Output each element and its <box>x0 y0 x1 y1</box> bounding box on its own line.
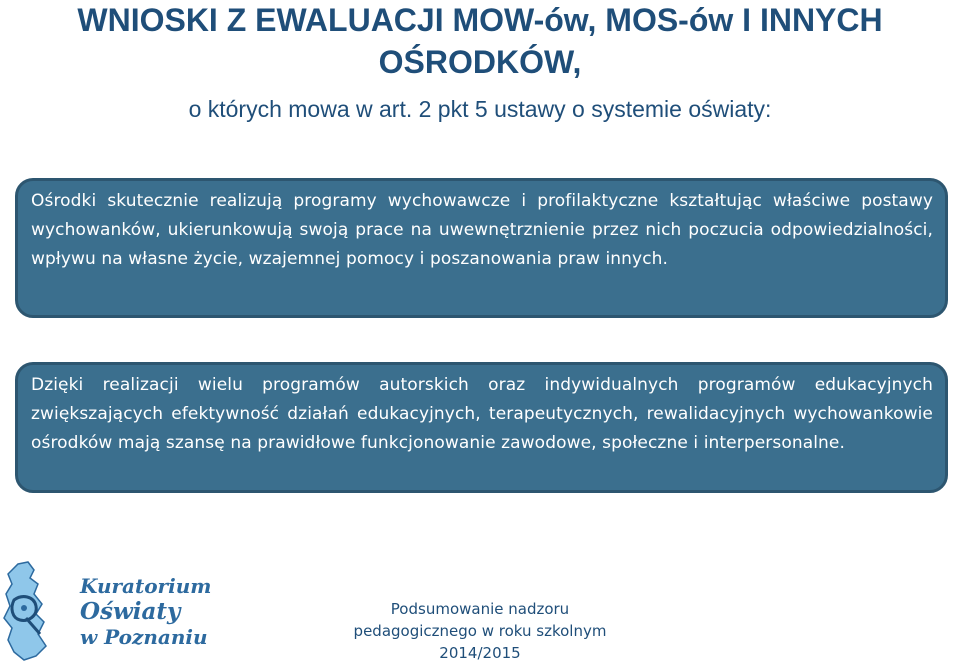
conclusion-box-2 <box>15 362 948 493</box>
slide-subtitle: o których mowa w art. 2 pkt 5 ustawy o systemie oświaty: <box>188 96 772 122</box>
footer-caption <box>330 598 630 664</box>
slide-title-line1: WNIOSKI Z EWALUACJI MOW-ów, MOS-ów I INNYCH <box>77 2 883 38</box>
footer-line-1: Podsumowanie nadzoru <box>390 600 570 618</box>
footer-line-3: 2014/2015 <box>439 644 521 662</box>
conclusion-text-1: Ośrodki skutecznie realizują programy wychowawcze i profilaktyczne kształtując właściwe postawy wychowanków, ukierunkowują swoją prace na uwewnętrznienie przez nich poczucia odpowiedzialności, wpływu na własne życie, wzajemnej pomocy i poszanowania praw innych. <box>31 191 933 269</box>
logo-text-kuratorium: Kuratorium <box>80 574 212 598</box>
logo-text-oswiaty: Oświaty <box>80 598 181 625</box>
logo-text-w-poznaniu: w Poznaniu <box>80 625 208 649</box>
slide-title-line2: OŚRODKÓW, <box>378 44 582 80</box>
conclusion-box-1 <box>15 178 948 318</box>
conclusion-text-2: Dzięki realizacji wielu programów autorskich oraz indywidualnych programów edukacyjnych zwiększających efektywność działań edukacyjnych, terapeutycznych, rewalidacyjnych wychowankowie ośrodków mają szansę na prawidłowe funkcjonowanie zawodowe, społeczne i interpersonalne. <box>31 375 933 453</box>
footer-line-2: pedagogicznego w roku szkolnym <box>353 622 607 640</box>
